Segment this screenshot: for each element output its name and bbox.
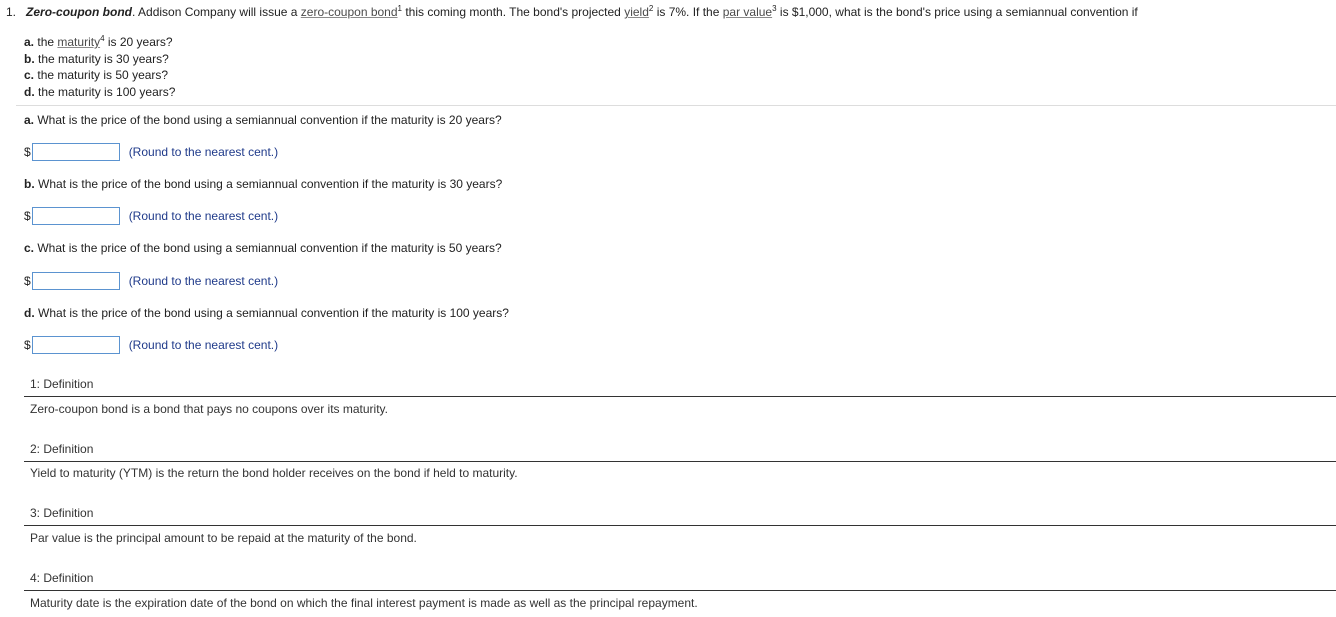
currency-symbol: $ bbox=[24, 145, 31, 159]
definition-4-title: 4: Definition bbox=[30, 571, 94, 585]
answer-input-a[interactable] bbox=[32, 143, 120, 161]
answer-row-b bbox=[24, 206, 278, 226]
rounding-hint: (Round to the nearest cent.) bbox=[128, 274, 279, 288]
footnote-ref-3: 3 bbox=[772, 4, 777, 13]
part-text: the maturity is 30 years? bbox=[38, 51, 169, 66]
part-letter: b. bbox=[24, 51, 35, 66]
subquestion-letter: a. bbox=[24, 113, 35, 127]
subquestion-d-prompt bbox=[24, 306, 509, 321]
answer-input-c[interactable] bbox=[32, 272, 120, 290]
part-text: is 20 years? bbox=[107, 35, 173, 49]
definition-3-title: 3: Definition bbox=[30, 506, 94, 520]
answer-row-d bbox=[24, 335, 278, 355]
definition-1-title: 1: Definition bbox=[30, 377, 94, 391]
footnote-ref-1: 1 bbox=[397, 4, 402, 13]
answer-row-c bbox=[24, 271, 278, 291]
definition-divider bbox=[24, 590, 1336, 591]
part-letter: a. bbox=[24, 35, 35, 49]
subquestion-letter: b. bbox=[24, 177, 35, 191]
definition-divider bbox=[24, 461, 1336, 462]
part-b bbox=[24, 51, 175, 68]
subquestion-text: What is the price of the bond using a semiannual convention if the maturity is 30 years? bbox=[38, 177, 503, 191]
subquestion-text: What is the price of the bond using a semiannual convention if the maturity is 20 years? bbox=[37, 113, 502, 127]
definition-3-text: Par value is the principal amount to be repaid at the maturity of the bond. bbox=[30, 531, 417, 545]
question-header: 1. Zero-coupon bond. Addison Company will issue a zero-coupon bond$^1$ this coming month. The bond's projected yield$^2$ is 7%. If the par value$^3$ is $1,000, what is the bond's price using a semiannual convention if bbox=[6, 4, 1138, 19]
definition-1-text: Zero-coupon bond is a bond that pays no coupons over its maturity. bbox=[30, 402, 388, 416]
rounding-hint: (Round to the nearest cent.) bbox=[128, 209, 279, 223]
answer-input-b[interactable] bbox=[32, 207, 120, 225]
rounding-hint: (Round to the nearest cent.) bbox=[128, 338, 279, 352]
definition-2-text: Yield to maturity (YTM) is the return the bond holder receives on the bond if held to maturity. bbox=[30, 466, 518, 480]
subquestion-letter: d. bbox=[24, 306, 35, 320]
definition-divider bbox=[24, 396, 1336, 397]
currency-symbol: $ bbox=[24, 338, 31, 352]
definition-divider bbox=[24, 525, 1336, 526]
part-d bbox=[24, 84, 175, 101]
footnote-ref-4: 4 bbox=[100, 34, 105, 43]
part-text: the maturity is 100 years? bbox=[38, 84, 176, 99]
question-number: 1. bbox=[6, 5, 17, 19]
part-letter: d. bbox=[24, 84, 35, 99]
part-a bbox=[24, 34, 175, 51]
term-par-value-link[interactable]: par value bbox=[722, 5, 773, 19]
subquestion-a-prompt bbox=[24, 113, 502, 128]
footnote-ref-2: 2 bbox=[648, 4, 654, 13]
part-text: the maturity is 50 years? bbox=[37, 68, 169, 82]
term-yield-link[interactable]: yield bbox=[624, 5, 649, 19]
currency-symbol: $ bbox=[24, 274, 31, 288]
subquestion-b-prompt bbox=[24, 177, 502, 192]
currency-symbol: $ bbox=[24, 209, 31, 223]
subquestion-text: What is the price of the bond using a semiannual convention if the maturity is 50 years? bbox=[37, 241, 502, 255]
question-text: is $1,000, what is the bond's price using a semiannual convention if bbox=[779, 5, 1138, 19]
parts-list bbox=[24, 34, 175, 100]
subquestion-c-prompt bbox=[24, 241, 502, 256]
section-divider bbox=[16, 105, 1336, 106]
definition-2-title: 2: Definition bbox=[30, 442, 94, 456]
part-text: the bbox=[37, 35, 55, 49]
question-text: this coming month. The bond's projected bbox=[405, 5, 621, 19]
rounding-hint: (Round to the nearest cent.) bbox=[128, 145, 279, 159]
answer-input-d[interactable] bbox=[32, 336, 120, 354]
answer-row-a bbox=[24, 142, 278, 162]
subquestion-text: What is the price of the bond using a semiannual convention if the maturity is 100 years? bbox=[38, 306, 509, 320]
definition-4-text: Maturity date is the expiration date of the bond on which the final interest payment is made as well as the principal repayment. bbox=[30, 596, 698, 610]
question-text: Addison Company will issue a bbox=[138, 5, 298, 19]
term-zero-coupon-bond-link[interactable]: zero-coupon bond bbox=[300, 5, 398, 19]
question-title: Zero-coupon bond bbox=[26, 5, 132, 19]
term-maturity-link[interactable]: maturity bbox=[57, 35, 101, 49]
question-text: is 7%. If the bbox=[656, 5, 720, 19]
part-c bbox=[24, 67, 175, 84]
part-letter: c. bbox=[24, 68, 35, 82]
subquestion-letter: c. bbox=[24, 241, 35, 255]
